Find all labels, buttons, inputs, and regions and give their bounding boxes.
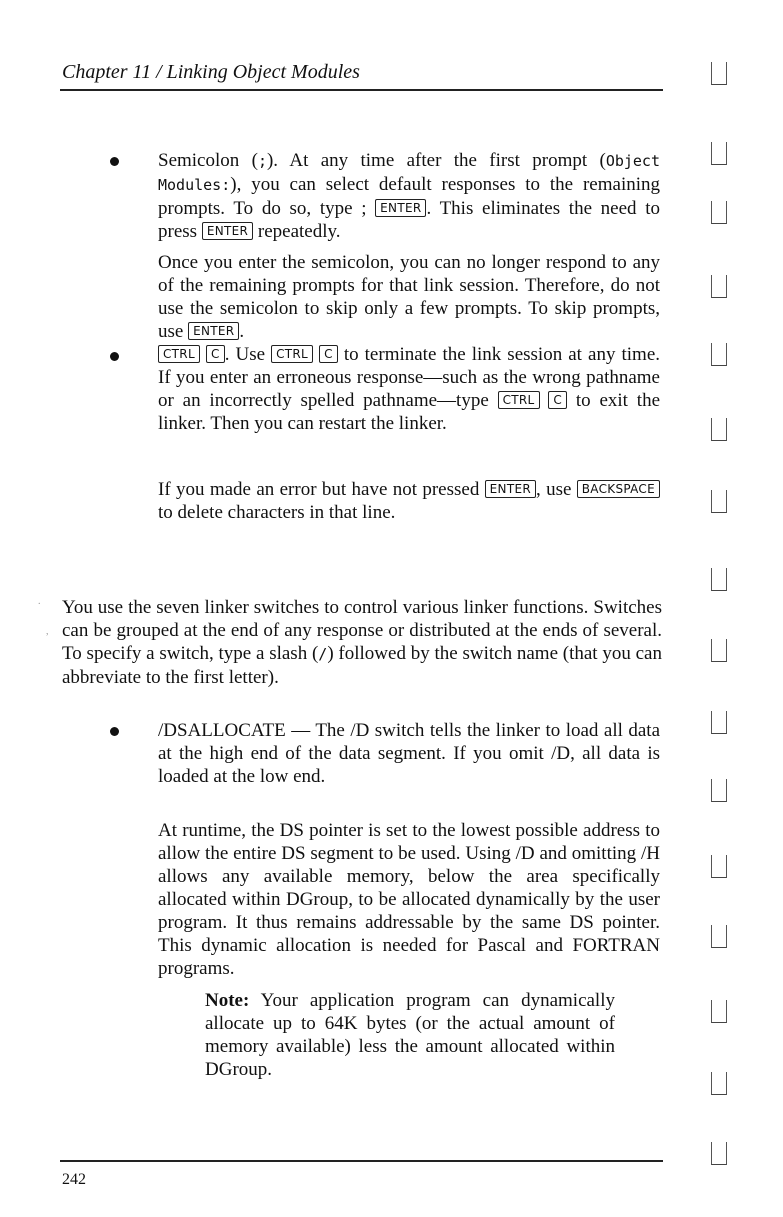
bullet-ctrl-c (110, 352, 119, 361)
scan-speck: , (46, 626, 49, 637)
binding-mark (711, 1142, 727, 1165)
runtime-paragraph: At runtime, the DS pointer is set to the lowest possible address to allow the entire DS segment to be used. Using /D and omitting /H allows any available memory, below the area specifically allocated within DGroup, to be allocated dynamically by the user program. It thus remains addressable by the same DS pointer. This dynamic allocation is needed for Pascal and FORTRAN programs. (158, 820, 660, 979)
c-key: C (548, 391, 567, 409)
dsallocate-item: /DSALLOCATE — The /D switch tells the linker to load all data at the high end of the data segment. If you omit /D, all data is loaded at the low end. (158, 720, 660, 787)
binding-mark (711, 779, 727, 802)
semicolon-code: ; (257, 152, 267, 170)
binding-mark (711, 62, 727, 85)
note-text: Your application program can dynamically allocate up to 64K bytes (or the actual amount of memory available) less the amount allocated within DGroup. (205, 990, 615, 1080)
semicolon-paragraph (158, 251, 660, 343)
bullet-semicolon (110, 157, 119, 166)
binding-mark (711, 418, 727, 441)
ctrl-key: CTRL (498, 391, 540, 409)
binding-mark (711, 343, 727, 366)
error-text-1: If you made an error but have not pressed (158, 479, 485, 500)
enter-key: ENTER (188, 322, 239, 340)
ctrl-c-text-3: to exit the linker. Then you can restart the linker. (158, 390, 660, 434)
binding-mark (711, 1072, 727, 1095)
semicolon-text-5: repeatedly. (253, 221, 341, 242)
backspace-key: BACKSPACE (577, 480, 660, 498)
semicolon-para-text-1: Once you enter the semicolon, you can no longer respond to any of the remaining prompts for that link session. Therefore, do not use the semicolon to skip only a few prompts. To skip prompts, use (158, 252, 660, 342)
error-text-2: , use (535, 479, 577, 500)
semicolon-para-text-2: . (239, 321, 245, 342)
footer-rule (60, 1160, 663, 1162)
ctrl-key: CTRL (158, 345, 200, 363)
note-block (205, 989, 615, 1081)
binding-mark (711, 568, 727, 591)
switches-text-1: You use the seven linker switches to control various linker functions. Switches can be grouped at the end of any response or distributed at the ends of several. To specify a switch, type a slash ( (62, 597, 662, 664)
error-paragraph (158, 478, 660, 524)
ctrl-c-text-1: . Use (224, 344, 272, 365)
binding-mark (711, 201, 727, 224)
scan-speck: . (38, 596, 41, 607)
error-text-3: to delete characters in that line. (158, 502, 396, 523)
semicolon-text-3: ), you can select default responses to the remaining prompts. To do so, type ; (158, 174, 660, 219)
binding-mark (711, 142, 727, 165)
enter-key: ENTER (485, 480, 536, 498)
binding-mark (711, 1000, 727, 1023)
binding-mark (711, 275, 727, 298)
slash-code: / (318, 645, 328, 663)
c-key: C (319, 345, 338, 363)
switches-text-2: ) followed by the switch name (that you can abbreviate to the first letter). (62, 643, 662, 688)
note-label: Note: (205, 990, 250, 1011)
page-number: 242 (62, 1171, 86, 1188)
binding-mark (711, 925, 727, 948)
switches-paragraph (62, 596, 662, 689)
enter-key: ENTER (202, 222, 253, 240)
ctrl-key: CTRL (271, 345, 313, 363)
chapter-header: Chapter 11 / Linking Object Modules (62, 61, 360, 83)
binding-mark (711, 490, 727, 513)
semicolon-text-1: Semicolon ( (158, 150, 258, 171)
bullet-dsallocate (110, 727, 119, 736)
object-modules-prompt: Object Modules: (158, 152, 660, 194)
semicolon-item (158, 149, 660, 243)
ctrl-c-text-2: to terminate the link session at any time. If you enter an erroneous response—such as the wrong pathname or an incorrectly spelled pathname—type (158, 344, 661, 411)
semicolon-text-4: . This eliminates the need to press (158, 198, 660, 242)
ctrl-c-item (158, 343, 660, 435)
binding-mark (711, 855, 727, 878)
binding-mark (711, 711, 727, 734)
binding-mark (711, 639, 727, 662)
semicolon-text-2: ). At any time after the first prompt ( (266, 150, 606, 171)
header-rule (60, 89, 663, 91)
c-key: C (206, 345, 225, 363)
enter-key: ENTER (375, 199, 426, 217)
